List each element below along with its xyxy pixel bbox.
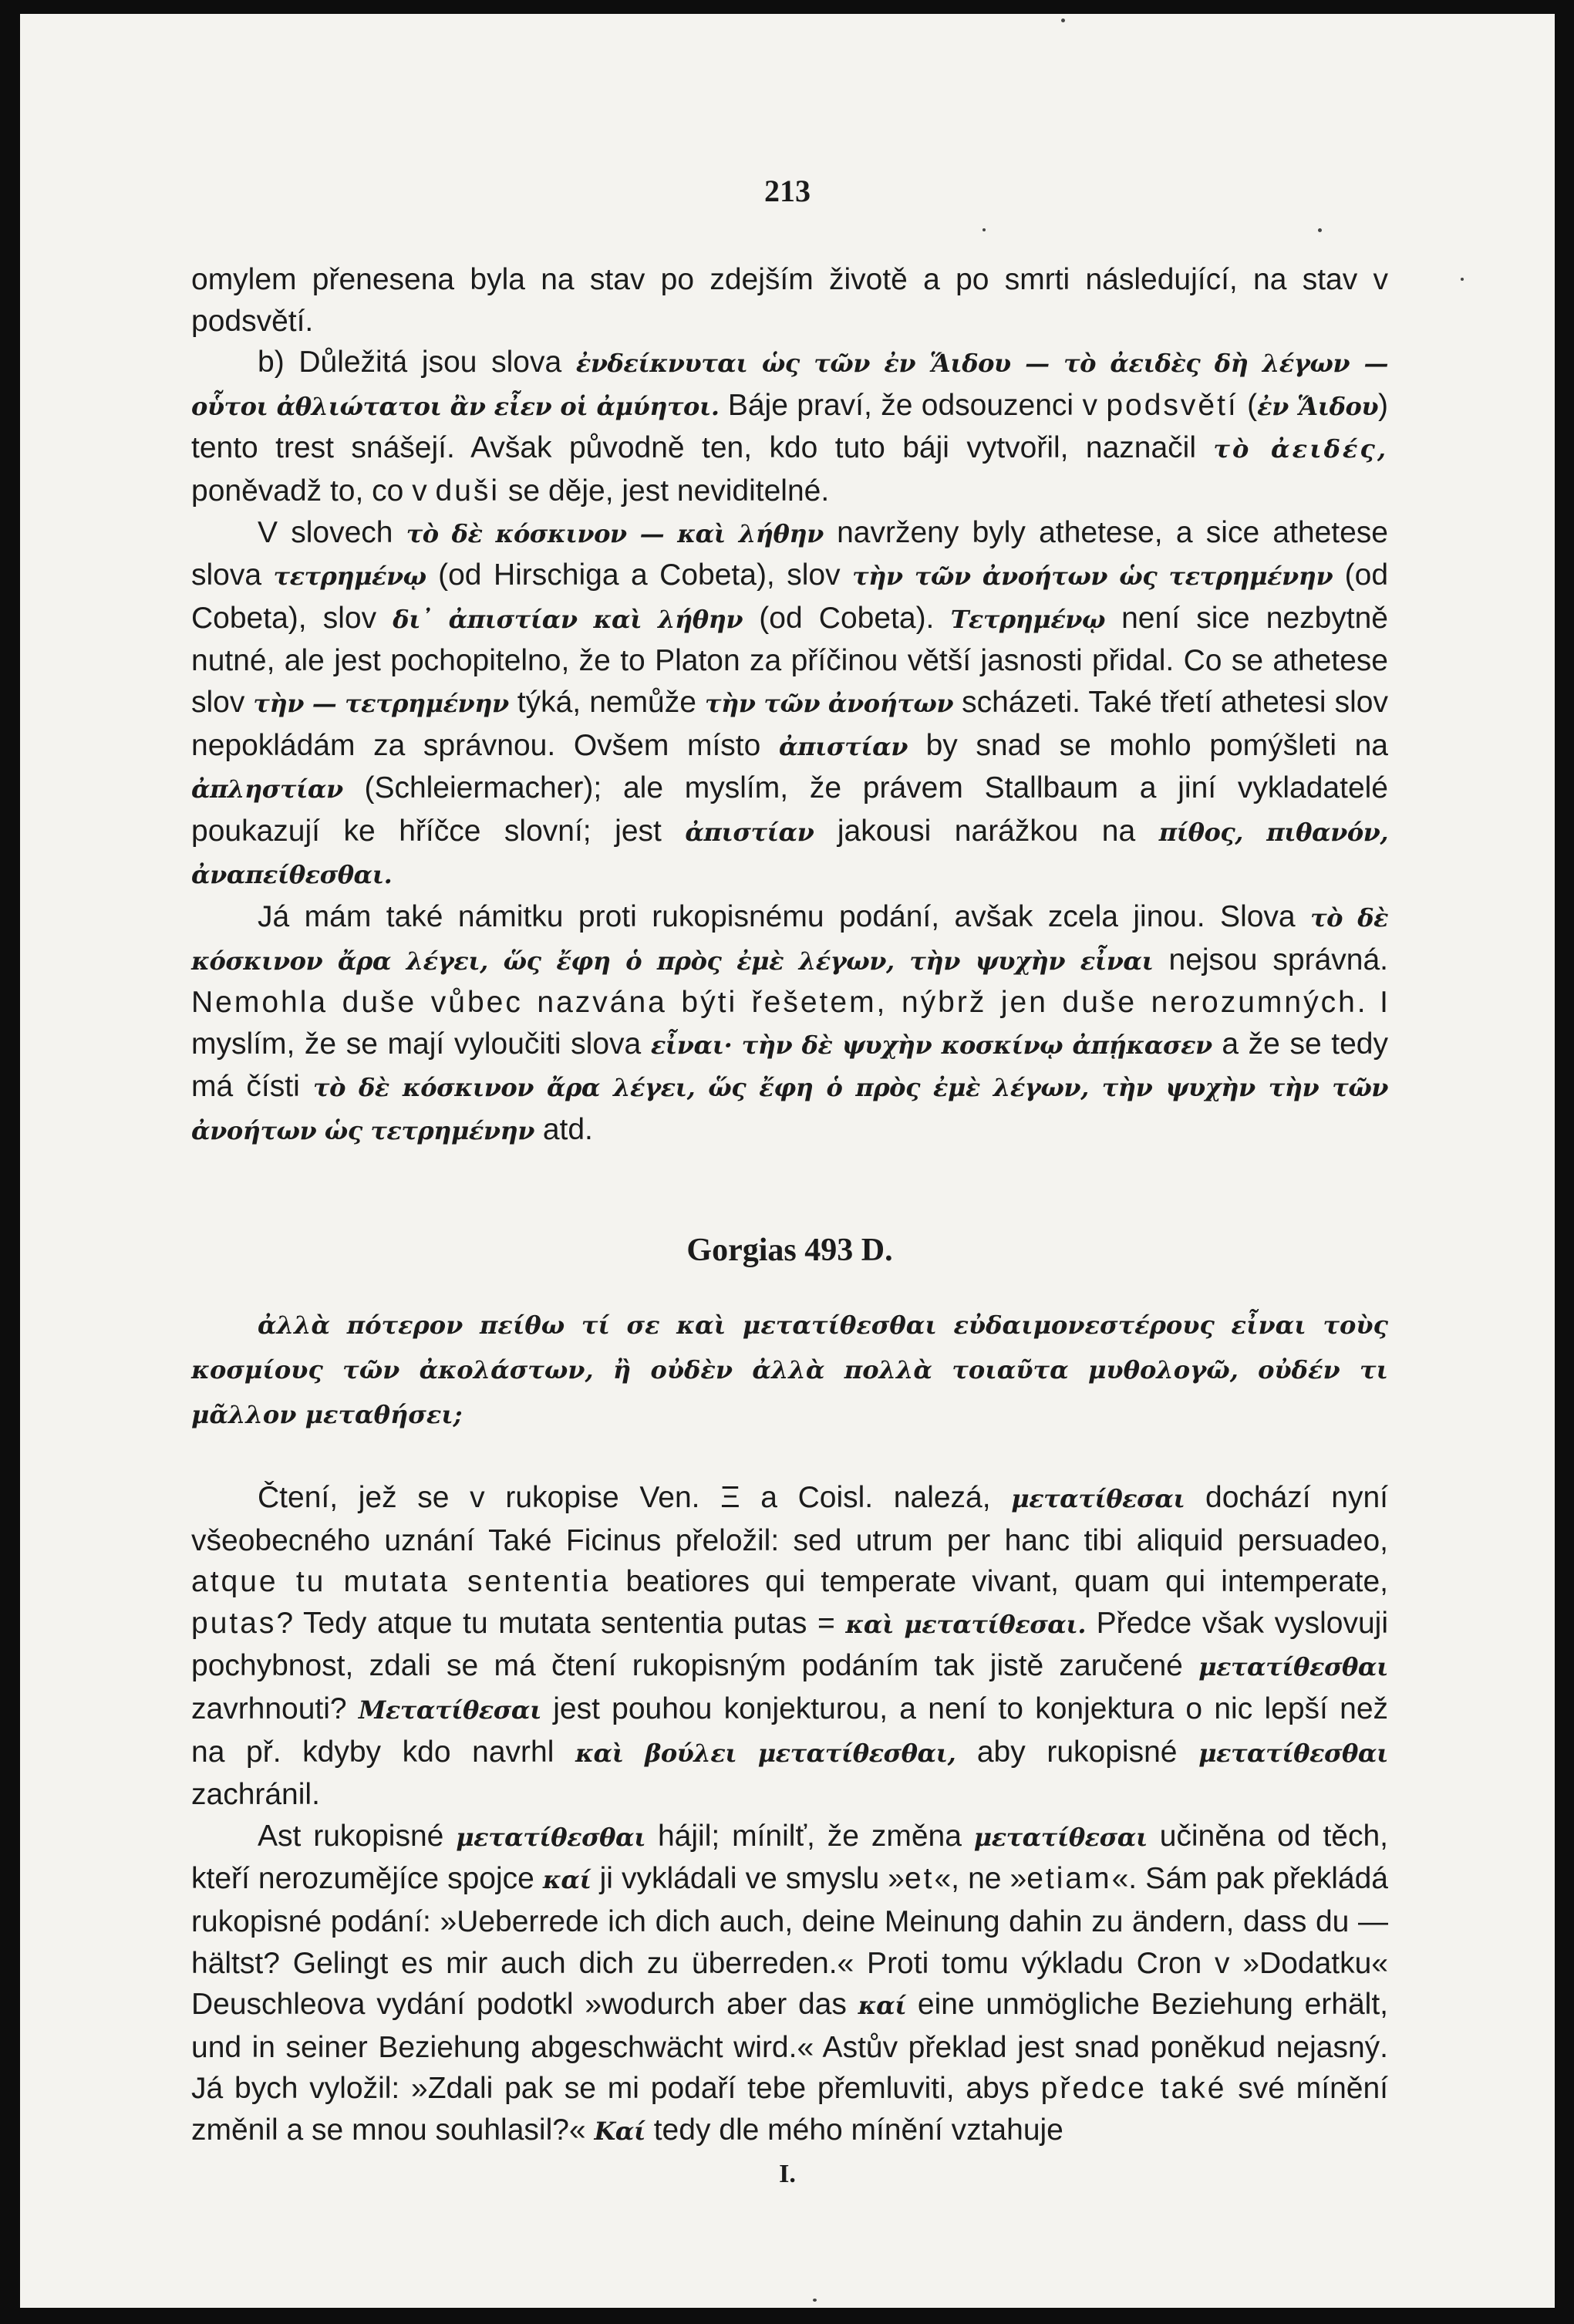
greek-quote: τὴν τῶν ἀνοήτων [704, 688, 954, 718]
text-run: jakousi narážkou na [814, 814, 1159, 848]
greek-quote: Τετρημένῳ [950, 604, 1105, 634]
text-run: scházeti. Také třetí athetesi slov nepokládám za správnou. Ovšem místo [191, 685, 1388, 762]
text-run: Já mám také námitku proti rukopisnému podání, avšak zcela jinou. Slova [258, 899, 1311, 933]
text-run: jest pouhou konjekturou, a není to konjektura o nic lepší než na př. kdyby kdo navrhl [191, 1692, 1389, 1769]
spaced-emphasis: podsvětí [1106, 388, 1239, 422]
greek-quote: ἀπιστίαν [685, 817, 814, 847]
greek-quote: ἐν Ἅιδου [1257, 391, 1379, 421]
text-run: beatiores qui temperate vivant, quam qui intemperate, [610, 1565, 1389, 1599]
text-run: ? Tedy atque tu mutata sententia putas = [276, 1606, 846, 1640]
signature-mark: I. [779, 2160, 796, 2188]
greek-quote: καί [858, 1991, 907, 2021]
text-run: Čtení, jež se v rukopise Ven. Ξ a Coisl. nalezá, [258, 1481, 1012, 1515]
text-run: by snad se mohlo pomýšleti na [907, 728, 1388, 762]
text-run: «. Sám pak překládá rukopisné podání: »Ueberrede ich dich auch, deine Meinung dahin zu ändern, dass du — hältst? Gelingt es mir auch dich zu überreden.« Proti tomu výkladu Cron v »Dodatku« Deuschleova vydání podotkl »wodurch aber das [191, 1862, 1388, 2022]
text-run: není sice nezbytně nutné, ale jest pochopitelno, že to Platon za příčinou větší jasnosti přidal. Co se athetese slov [191, 601, 1388, 719]
greek-quote: καί [542, 1865, 592, 1895]
greek-quote: τὸ ἀειδές, [1213, 434, 1388, 464]
text-run: se děje, jest neviditelné. [500, 474, 830, 508]
paragraph-3 [191, 512, 1388, 896]
text-run: učiněna od těch, kteří nerozumějíce spojce [191, 1819, 1388, 1896]
text-run: poněvadž to, co v [191, 474, 436, 508]
text-run: navrženy byly athetese, a sice athetese slova [191, 515, 1388, 592]
spaced-emphasis: Nemohla duše vůbec nazvána býti řešetem, nýbrž jen duše nerozumných. [191, 986, 1368, 1020]
spaced-emphasis: putas [191, 1606, 277, 1640]
section-heading: Gorgias 493 D. [686, 1233, 893, 1269]
greek-quote: μετατίθεσθαι [456, 1822, 646, 1852]
text-run: týká, nemůže [508, 685, 705, 719]
text-run: své mínění změnil a se mnou souhlasil?« [191, 2072, 1388, 2147]
text-run: tedy dle mého mínění vztahuje [645, 2113, 1063, 2147]
spaced-emphasis: duši [435, 474, 501, 508]
text-run: omylem přenesena byla na stav po zdejším životě a po smrti následující, na stav v podsvětí. [191, 263, 1388, 338]
greek-quote: δι᾽ ἀπιστίαν καὶ λήθην [393, 604, 743, 634]
text-run: «, ne » [934, 1862, 1027, 1896]
greek-quote: τετρημένῳ [273, 562, 426, 592]
paragraph-2 [191, 342, 1388, 511]
text-run: V slovech [258, 515, 406, 549]
greek-quote: τὸ δὲ κόσκινον — καὶ λήθην [406, 518, 824, 548]
text-run: hájil; mínilť, že změna [645, 1819, 974, 1853]
greek-quote: τὸ δὲ κόσκινον ἄρα λέγει, ὥς ἔφη ὁ πρὸς ἐμὲ λέγων, τὴν ψυχὴν εἶναι [191, 902, 1388, 976]
scan-speck [1318, 228, 1322, 232]
greek-quote: μετατίθεσαι [973, 1822, 1148, 1852]
text-run: eine unmögliche Beziehung erhält, und in seiner Beziehung abgeschwächt wird.« Astův překlad jest snad poněkud nejasný. Já bych vyložil: »Zdali pak se mi podaří tebe přemluviti, abys [191, 1988, 1389, 2106]
greek-quote: πίθος, πιθανόν, ἀναπείθεσθαι. [191, 817, 1389, 890]
paragraph-4 [191, 896, 1388, 1152]
text-run: Předce však vyslovuji pochybnost, zdali se má čtení rukopisným podáním tak jistě zaručené [191, 1606, 1388, 1683]
text-run: zavrhnouti? [191, 1692, 359, 1726]
text-run: I myslím, že se mají vyloučiti slova [191, 986, 1388, 1061]
paragraph-5 [191, 1477, 1388, 1816]
text-run: b) Důležitá jsou slova [258, 346, 576, 379]
greek-quote: τὸ δὲ κόσκινον ἄρα λέγει, ὥς ἔφη ὁ πρὸς ἐμὲ λέγων, τὴν ψυχὴν τὴν τῶν ἀνοήτων ὡς τετρημένην [191, 1073, 1389, 1145]
scan-speck [982, 228, 986, 231]
text-run: nejsou správná. [1153, 943, 1388, 976]
spaced-emphasis: atque tu mutata sententia [191, 1565, 611, 1599]
greek-quote: Καί [594, 2116, 645, 2146]
greek-quote: ἀπληστίαν [191, 774, 343, 804]
greek-quote: καὶ βούλει μετατίθεσθαι, [575, 1738, 956, 1768]
greek-quote: ἀπιστίαν [778, 731, 908, 761]
text-run: aby rukopisné [956, 1735, 1199, 1769]
scan-speck [813, 2299, 817, 2302]
scan-speck [1461, 278, 1464, 281]
greek-quote: μετατίθεσθαι [1198, 1738, 1388, 1768]
page-number: 213 [764, 174, 811, 208]
greek-quote: τὴν τῶν ἀνοήτων ὡς τετρημένην [852, 562, 1333, 592]
book-page [20, 14, 1555, 2308]
text-run: atd. [534, 1112, 593, 1146]
greek-quote: Μετατίθεσαι [358, 1695, 541, 1725]
text-run: ( [1238, 388, 1258, 422]
text-run: zachránil. [191, 1778, 320, 1812]
text-run: a že se tedy má čísti [191, 1027, 1388, 1104]
greek-quote: μετατίθεσθαι [1198, 1652, 1388, 1682]
greek-quote: ἐνδείκνυται ὡς τῶν ἐν Ἅιδου — τὸ ἀειδὲς δὴ λέγων — οὗτοι ἀθλιώτατοι ἂν εἶεν οἱ ἀμύητοι. [191, 349, 1389, 421]
paragraph-1 [191, 259, 1388, 342]
greek-quote: τὴν — τετρημένην [253, 688, 509, 718]
greek-quote: καὶ μετατίθεσαι. [845, 1609, 1087, 1639]
spaced-emphasis: předce také [1040, 2072, 1227, 2106]
spaced-emphasis: etiam [1026, 1862, 1112, 1896]
text-run: (od Cobeta), slov [191, 558, 1389, 635]
text-run: (od Hirschiga a Cobeta), slov [426, 558, 853, 592]
paragraph-6 [191, 1816, 1388, 2153]
text-run: Báje praví, že odsouzenci v [719, 388, 1107, 422]
text-run: Ast rukopisné [258, 1819, 457, 1853]
page-body [191, 259, 1388, 2153]
greek-quote: μετατίθεσαι [1011, 1484, 1185, 1514]
text-run: (Schleiermacher); ale myslím, že právem Stallbaum a jiní vykladatelé poukazují ke hříčce slovní; jest [191, 771, 1388, 848]
greek-quote: εἶναι· τὴν δὲ ψυχὴν κοσκίνῳ ἀπῄκασεν [650, 1030, 1212, 1060]
scan-speck [1061, 19, 1065, 22]
spaced-emphasis: et [904, 1862, 935, 1896]
text-run: dochází nyní všeobecného uznání Také Ficinus přeložil: sed utrum per hanc tibi aliquid persuadeo, [191, 1481, 1388, 1557]
text-run: (od Cobeta). [743, 601, 951, 635]
greek-block-quote: ἀλλὰ πότερον πείθω τί σε καὶ μετατίθεσθαι εὐδαιμονεστέρους εἶναι τοὺς κοσμίους τῶν ἀκολάστων, ἢ οὐδὲν ἀλλὰ πολλὰ τοιαῦτα μυθολογῶ, οὐδέν τι μᾶλλον μεταθήσει; [191, 1310, 1388, 1430]
text-run: ) tento trest snášejí. Avšak původně ten, kdo tuto báji vytvořil, naznačil [191, 388, 1389, 465]
text-run: ji vykládali ve smyslu » [591, 1862, 905, 1896]
